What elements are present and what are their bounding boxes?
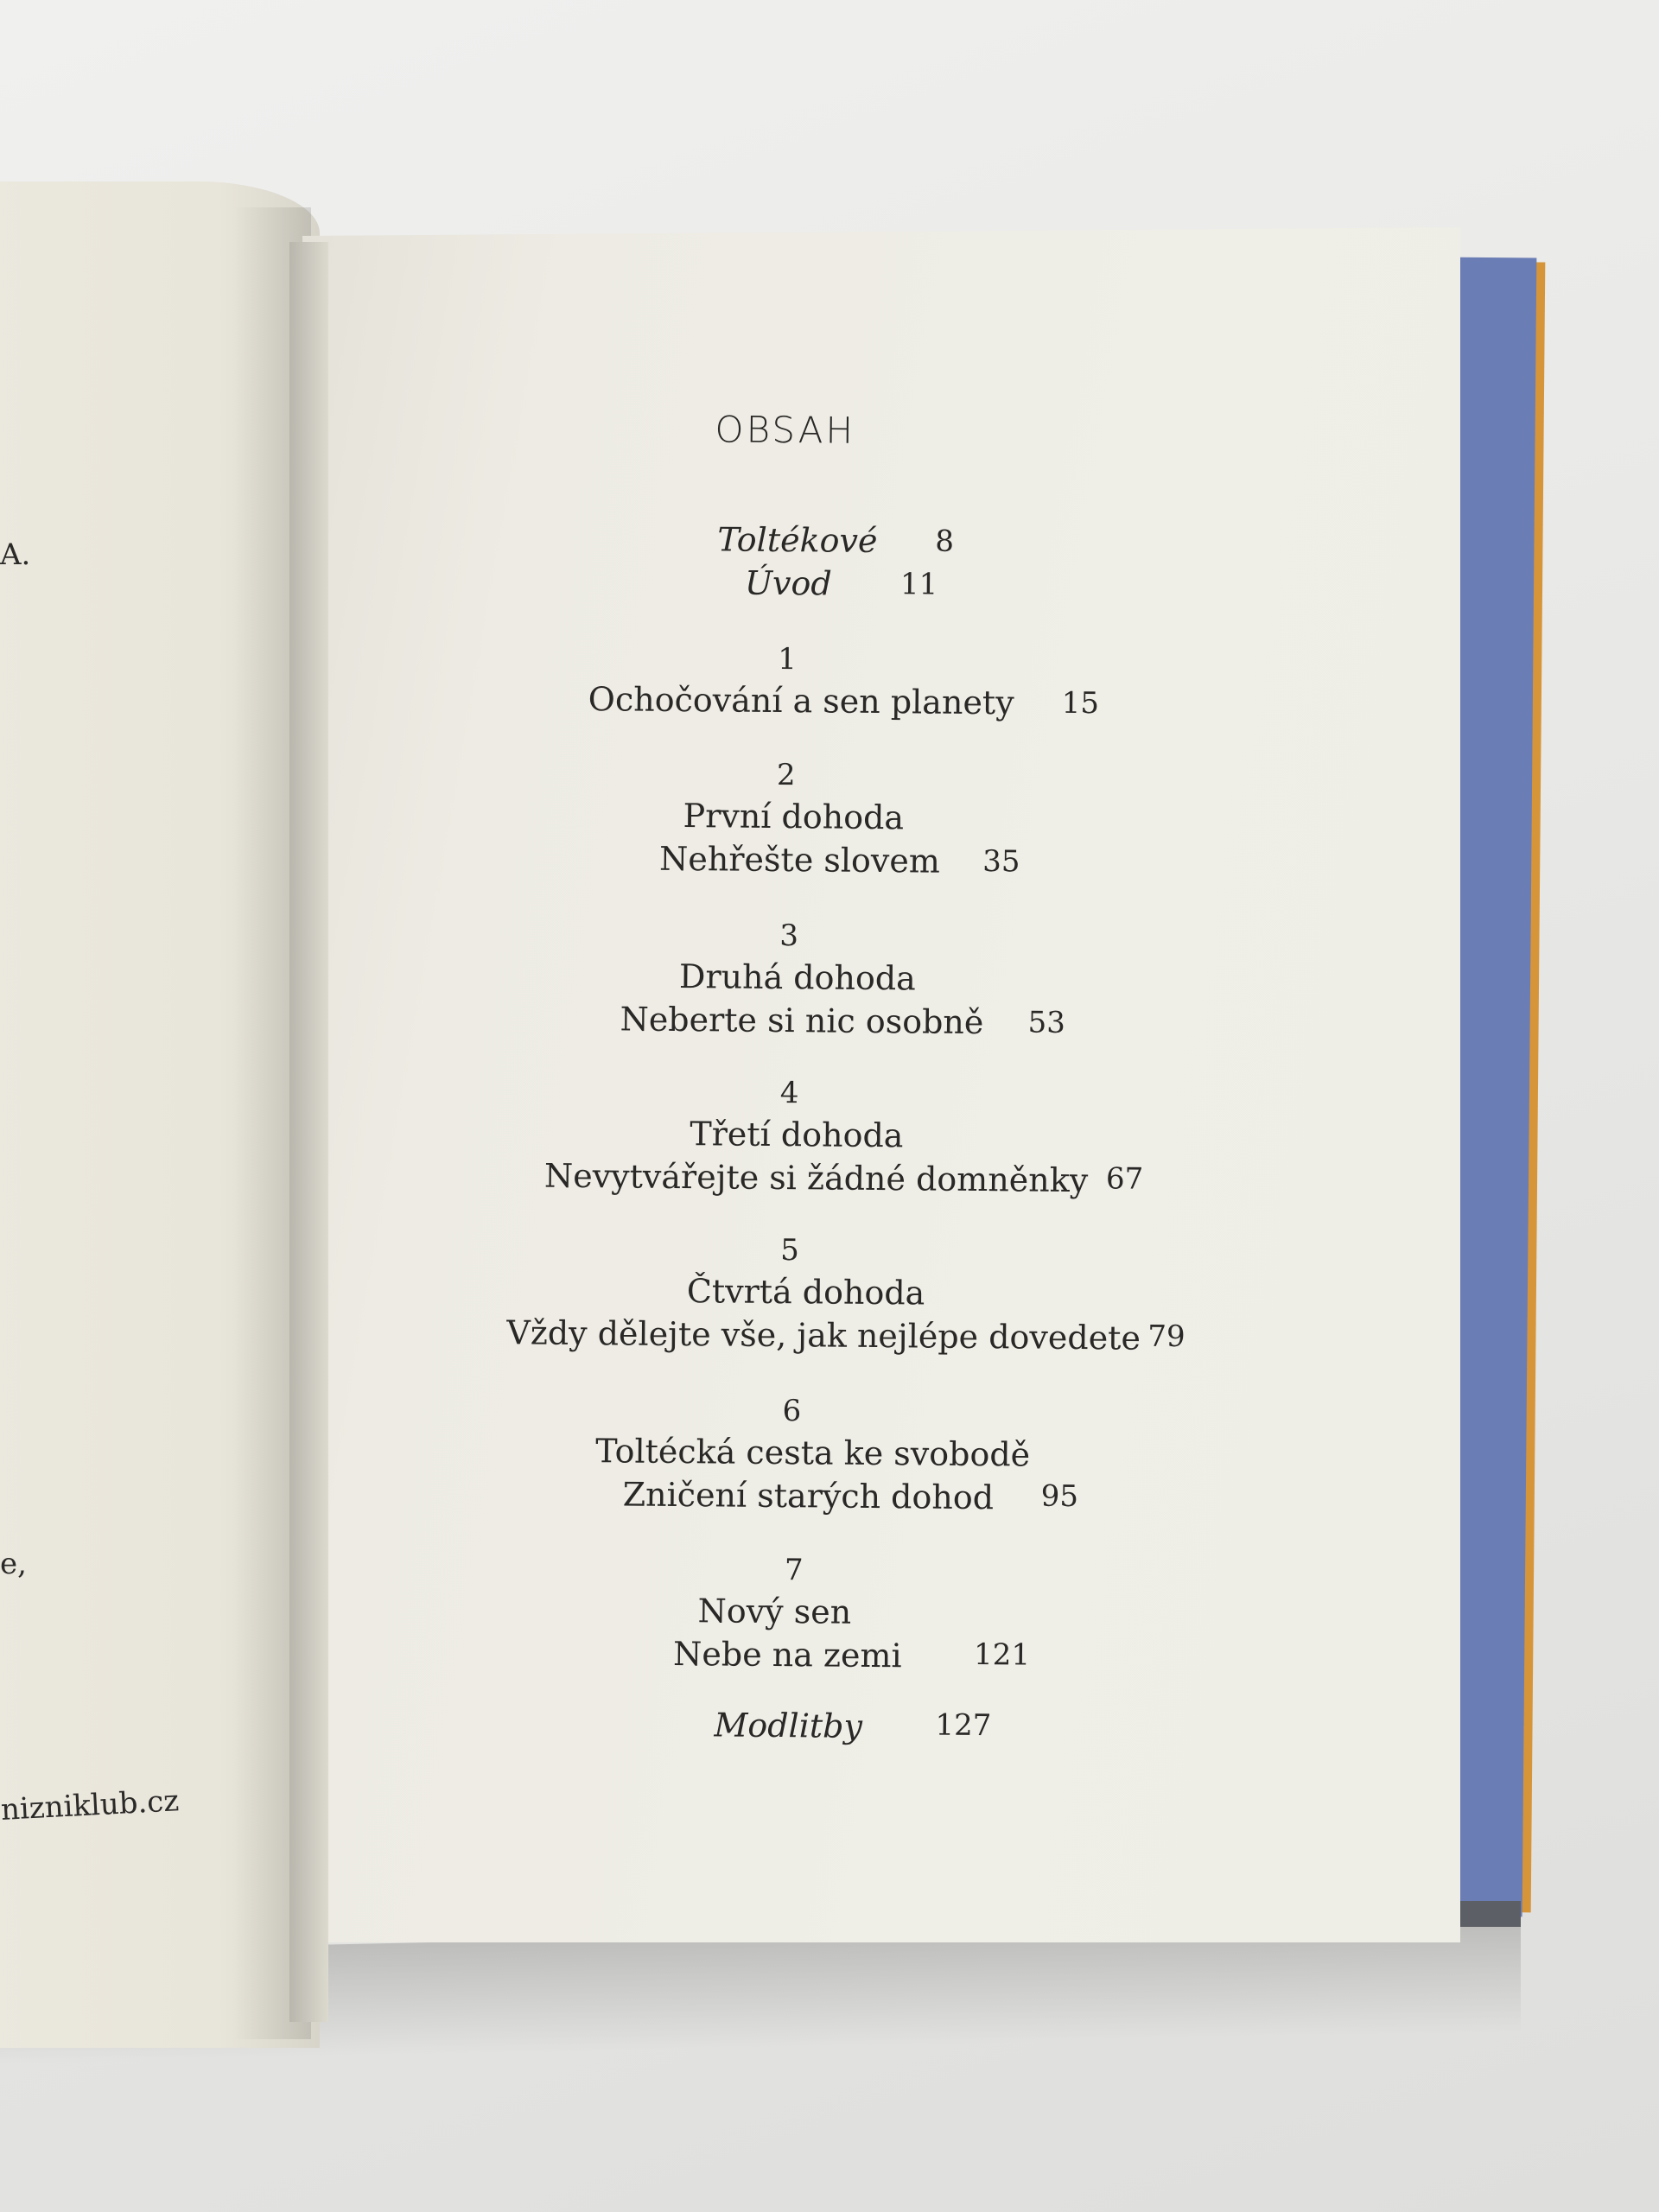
table-of-contents (472, 380, 1262, 1813)
toc-chapter-title: Toltécká cesta ke svobodě (594, 1432, 1031, 1474)
toc-back-page: 127 (935, 1707, 992, 1744)
toc-chapter-page: 95 (1040, 1478, 1079, 1515)
toc-chapter-title: Čtvrtá dohoda (686, 1272, 925, 1313)
toc-chapter-subtitle: Nevytvářejte si žádné domněnky (543, 1156, 1089, 1200)
toc-chapter-number: 7 (784, 1553, 804, 1588)
toc-front-page: 11 (899, 567, 938, 602)
toc-chapter-subtitle: Zničení starých dohod (622, 1475, 995, 1517)
toc-chapter-subtitle: Nehřešte slovem (658, 839, 941, 880)
toc-chapter-page: 35 (982, 844, 1020, 880)
toc-front-title: Toltékové (717, 520, 878, 560)
toc-chapter-page: 67 (1105, 1161, 1144, 1197)
toc-chapter-subtitle: Neberte si nic osobně (620, 1000, 984, 1042)
toc-chapter-number: 3 (779, 918, 799, 954)
toc-heading: OBSAH (715, 408, 856, 452)
toc-back-title: Modlitby (714, 1706, 863, 1745)
toc-chapter-number: 2 (776, 757, 796, 793)
left-page-url-fragment: nizniklub.cz (0, 1783, 181, 1827)
toc-chapter-page: 121 (973, 1637, 1031, 1673)
toc-chapter-page: 53 (1027, 1005, 1065, 1040)
toc-chapter-title: Ochočování a sen planety (588, 680, 1014, 722)
toc-front-page: 8 (935, 524, 955, 559)
toc-chapter-title: Nový sen (697, 1592, 852, 1631)
toc-chapter-number: 6 (782, 1394, 802, 1429)
toc-chapter-number: 1 (778, 641, 798, 677)
toc-chapter-page: 79 (1147, 1319, 1185, 1355)
book-gutter (289, 242, 328, 2022)
left-page-fragment-e: e, (0, 1547, 27, 1581)
book-cover-bottom (1452, 1901, 1521, 1927)
toc-chapter-page: 15 (1061, 685, 1100, 721)
toc-chapter-title: Druhá dohoda (678, 957, 917, 998)
toc-chapter-title: Třetí dohoda (690, 1115, 904, 1155)
toc-chapter-subtitle: Vždy dělejte vše, jak nejlépe dovedete (506, 1313, 1141, 1357)
toc-chapter-subtitle: Nebe na zemi (672, 1634, 902, 1675)
left-page-fragment-a: A. (0, 537, 31, 572)
toc-chapter-number: 4 (779, 1076, 799, 1111)
toc-front-title: Úvod (744, 563, 832, 603)
toc-chapter-title: První dohoda (683, 797, 905, 837)
toc-chapter-number: 5 (780, 1233, 800, 1268)
